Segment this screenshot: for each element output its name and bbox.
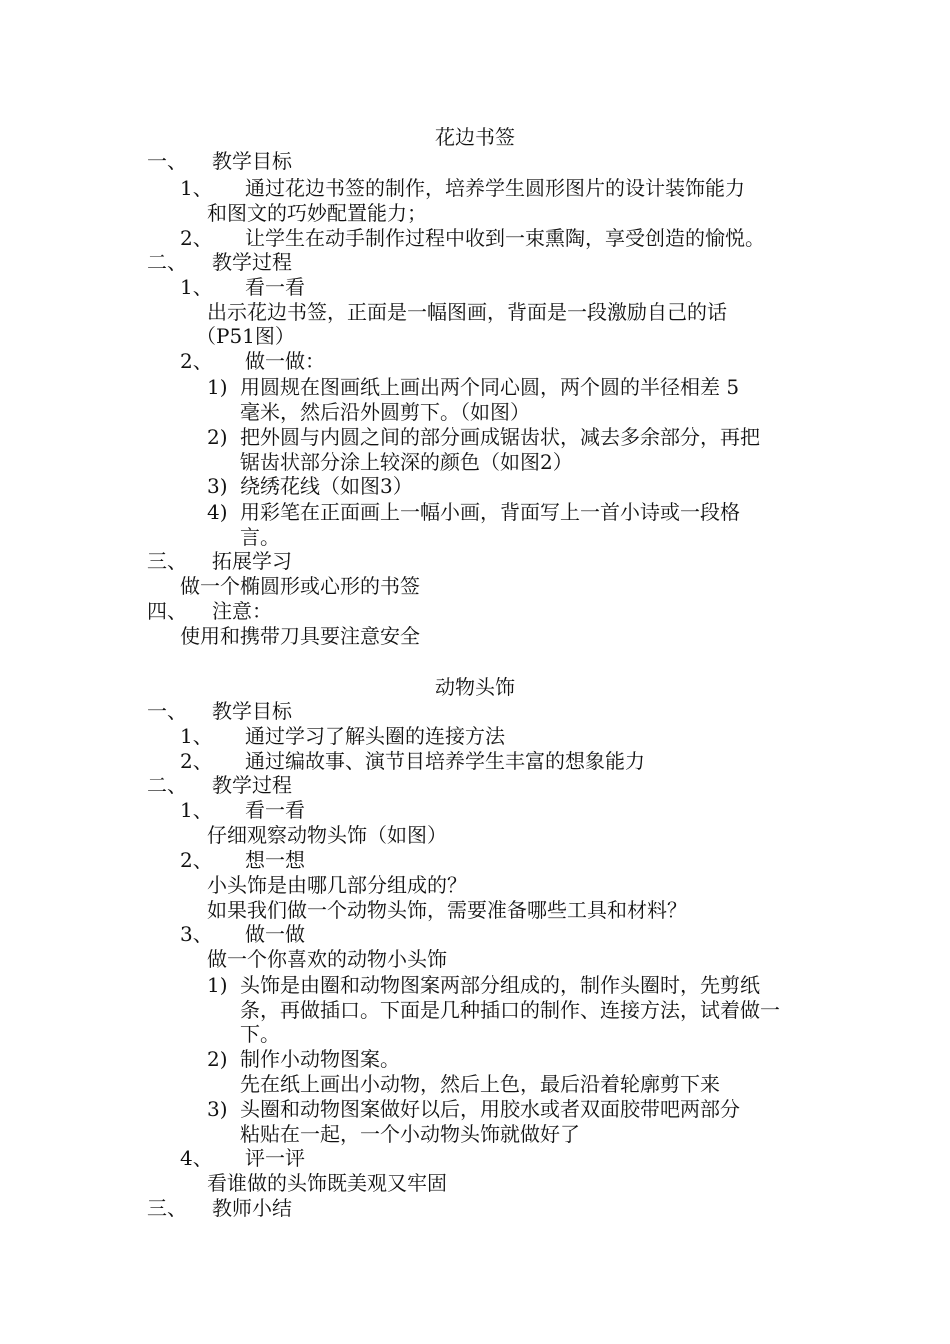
- heading-number: 一、: [147, 699, 187, 723]
- item-number: 1、: [180, 176, 213, 200]
- heading-number: 三、: [147, 1196, 187, 1220]
- heading-text: 教学目标: [212, 149, 292, 173]
- heading-number: 一、: [147, 149, 187, 173]
- heading-text: 拓展学习: [212, 549, 292, 573]
- step-number: 1): [207, 973, 228, 997]
- paragraph: 出示花边书签，正面是一幅图画，背面是一段激励自己的话: [207, 300, 727, 324]
- item-number: 4、: [180, 1146, 213, 1170]
- step-text: 把外圆与内圆之间的部分画成锯齿状，减去多余部分，再把: [240, 425, 760, 449]
- step-text-continued: 先在纸上画出小动物，然后上色，最后沿着轮廓剪下来: [240, 1072, 720, 1096]
- step-number: 2): [207, 1047, 228, 1071]
- item-text: 做一做：: [245, 349, 325, 373]
- step-number: 2): [207, 425, 228, 449]
- heading-text: 教学过程: [212, 250, 292, 274]
- paragraph: 如果我们做一个动物头饰，需要准备哪些工具和材料？: [207, 898, 687, 922]
- step-text-continued: 下。: [240, 1022, 280, 1046]
- step-number: 1): [207, 375, 228, 399]
- item-text-continued: 和图文的巧妙配置能力；: [207, 201, 427, 225]
- paragraph: 使用和携带刀具要注意安全: [180, 624, 420, 648]
- item-text: 通过学习了解头圈的连接方法: [245, 724, 505, 748]
- heading-number: 三、: [147, 549, 187, 573]
- heading-number: 二、: [147, 250, 187, 274]
- item-number: 2、: [180, 848, 213, 872]
- item-number: 3、: [180, 922, 213, 946]
- paragraph: 仔细观察动物头饰（如图）: [207, 823, 447, 847]
- item-text: 让学生在动手制作过程中收到一束熏陶，享受创造的愉悦。: [245, 226, 765, 250]
- item-text: 做一做: [245, 922, 305, 946]
- item-number: 2、: [180, 749, 213, 773]
- item-text: 评一评: [245, 1146, 305, 1170]
- item-text: 想一想: [245, 848, 305, 872]
- step-text: 制作小动物图案。: [240, 1047, 400, 1071]
- heading-text: 教学目标: [212, 699, 292, 723]
- step-text: 绕绣花线（如图3）: [240, 474, 413, 498]
- heading-text: 教学过程: [212, 773, 292, 797]
- heading-text: 教师小结: [212, 1196, 292, 1220]
- step-text-continued: 毫米，然后沿外圆剪下。（如图）: [240, 400, 530, 424]
- heading-number: 四、: [147, 599, 187, 623]
- item-text: 通过编故事、演节目培养学生丰富的想象能力: [245, 749, 645, 773]
- step-text-continued: 言。: [240, 525, 280, 549]
- step-number: 4): [207, 500, 228, 524]
- section-title: 花边书签: [435, 125, 515, 149]
- item-number: 1、: [180, 275, 213, 299]
- item-text: 通过花边书签的制作，培养学生圆形图片的设计装饰能力: [245, 176, 745, 200]
- step-text-continued: 条，再做插口。下面是几种插口的制作、连接方法，试着做一: [240, 998, 780, 1022]
- paragraph: 小头饰是由哪几部分组成的？: [207, 873, 467, 897]
- item-text: 看一看: [245, 275, 305, 299]
- paragraph: 看谁做的头饰既美观又牢固: [207, 1171, 447, 1195]
- step-text: 用彩笔在正面画上一幅小画，背面写上一首小诗或一段格: [240, 500, 740, 524]
- step-number: 3): [207, 474, 228, 498]
- step-text: 头圈和动物图案做好以后，用胶水或者双面胶带吧两部分: [240, 1097, 740, 1121]
- heading-text: 注意：: [212, 599, 272, 623]
- step-text-continued: 粘贴在一起，一个小动物头饰就做好了: [240, 1122, 580, 1146]
- item-number: 1、: [180, 724, 213, 748]
- item-text: 看一看: [245, 798, 305, 822]
- paragraph: 做一个你喜欢的动物小头饰: [207, 947, 447, 971]
- heading-number: 二、: [147, 773, 187, 797]
- step-text: 用圆规在图画纸上画出两个同心圆，两个圆的半径相差 5: [240, 375, 740, 399]
- step-text: 头饰是由圈和动物图案两部分组成的，制作头圈时，先剪纸: [240, 973, 760, 997]
- paragraph: （P51图）: [196, 324, 295, 348]
- item-number: 1、: [180, 798, 213, 822]
- item-number: 2、: [180, 226, 213, 250]
- section-title: 动物头饰: [435, 675, 515, 699]
- step-text-continued: 锯齿状部分涂上较深的颜色（如图2）: [240, 450, 573, 474]
- paragraph: 做一个椭圆形或心形的书签: [180, 574, 420, 598]
- step-number: 3): [207, 1097, 228, 1121]
- item-number: 2、: [180, 349, 213, 373]
